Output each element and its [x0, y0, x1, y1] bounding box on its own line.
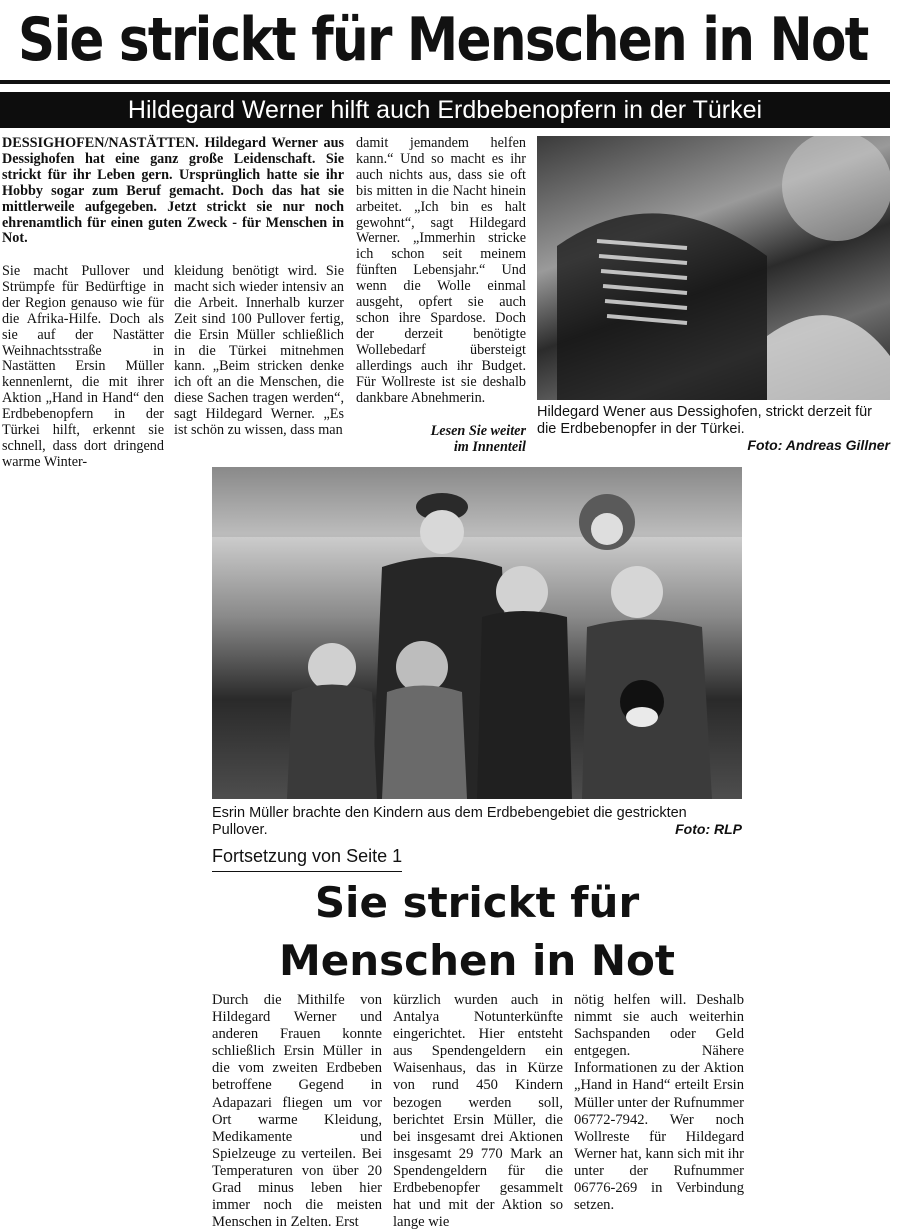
headline-rule — [0, 80, 890, 84]
continuation-headline-line-2: Menschen in Not — [279, 936, 675, 985]
children-photo — [212, 467, 742, 799]
continuation-column-1: Durch die Mithilfe von Hildegard Werner und anderen Frauen konnte schließlich Ersin Müller in die vom zweiten Erdbeben betroffene Gegend in Adapazari fliegen um vor Ort warme Kleidung, Medikamente und Spielzeuge zu verteilen. Bei Temperaturen von über 20 Grad minus leben hier immer noch die meisten Menschen in Zelten. Erst — [212, 992, 382, 1231]
knitting-photo — [537, 136, 890, 400]
article-headline: Sie strickt für Menschen in Not — [18, 5, 868, 75]
article-lead: DESSIGHOFEN/NASTÄTTEN. Hildegard Werner aus Dessighofen hat eine ganz große Leidenschaft. Sie strickt für ihr Leben gern. Ursprünglich hatte sie ihr Hobby sogar zum Beruf gemacht. Doch das hat sie mittlerweile aufgegeben. Jetzt strickt sie nur noch ehrenamtlich für einen guten Zweck - für Menschen in Not. — [2, 135, 344, 247]
continue-line-1: Lesen Sie weiter — [430, 423, 526, 439]
article-column-2: kleidung benötigt wird. Sie macht sich wieder intensiv an die Arbeit. Innerhalb kurzer Zeit sind 100 Pullover fertig, die Ersin Müller schließlich in die Türkei mitnehmen kann. „Beim stricken denke ich oft an die Menschen, die diese Sachen tragen werden“, sagt Hildegard Werner. „Es ist schön zu wissen, dass man — [174, 263, 344, 439]
children-photo-graphic — [212, 467, 742, 799]
continue-line-2: im Innenteil — [453, 438, 526, 455]
photo2-credit: Foto: RLP — [675, 821, 742, 837]
photo1-credit: Foto: Andreas Gillner — [747, 437, 890, 453]
article-column-3: damit jemandem helfen kann.“ Und so macht es ihr auch nichts aus, dass sie oft bis mitten in die Nacht hinein arbeitet. „Ich bin es halt gewohnt“, sagt Hildegard Werner. „Immerhin stricke ich schon seit meinem fünften Lebensjahr.“ Und wenn die Wolle einmal ausgeht, opfert sie auch schon ihre Spardose. Doch der derzeit benötigte Wollebedarf übersteigt allerdings auch ihr Budget. Für Wollreste ist sie deshalb dankbare Abnehmerin. — [356, 135, 526, 406]
continue-reference — [356, 424, 526, 456]
article-subheadline: Hildegard Werner hilft auch Erdbebenopfern in der Türkei — [0, 92, 890, 128]
continuation-column-3: nötig helfen will. Deshalb nimmt sie auch weiterhin Sachspanden oder Geld entgegen. Nähere Informationen zu der Aktion „Hand in Hand“ erteilt Ersin Müller unter der Rufnummer 06772-7942. Wer noch Wollreste für Hildegard Werner hat, kann sich mit ihr unter der Rufnummer 06776-269 in Verbindung setzen. — [574, 992, 744, 1214]
photo1-caption: Hildegard Wener aus Dessighofen, strickt derzeit für die Erdbebenopfer in der Türkei. — [537, 404, 872, 437]
article-column-1: Sie macht Pullover und Strümpfe für Bedürftige in der Region genauso wie für die Afrika-Hilfe. Doch als sie auf der Nastätter Weihnachtsstraße in Nastätten Ersin Müller kennenlernt, die mit ihrer Aktion „Hand in Hand“ den Erdbebenopfern in der Türkei hilft, erkennt sie schnell, dass dort dringend warme Winter- — [2, 263, 164, 470]
continuation-column-2: kürzlich wurden auch in Antalya Notunterkünfte eingerichtet. Hier entsteht aus Spendengeldern ein Waisenhaus, das in Kürze von rund 450 Kindern bezogen werden soll, berichtet Ersin Müller, die bei insgesamt drei Aktionen insgesamt 29 770 Mark an Spendengeldern für die Erdbebenopfer gesammelt hat und mit der Aktion so lange wie — [393, 992, 563, 1231]
continuation-headline-line-1: Sie strickt für — [314, 878, 640, 927]
continuation-kicker: Fortsetzung von Seite 1 — [212, 846, 402, 872]
knitting-photo-graphic — [537, 136, 890, 400]
photo2-caption: Esrin Müller brachte den Kindern aus dem Erdbebengebiet die gestrickten Pullover. — [212, 805, 687, 838]
